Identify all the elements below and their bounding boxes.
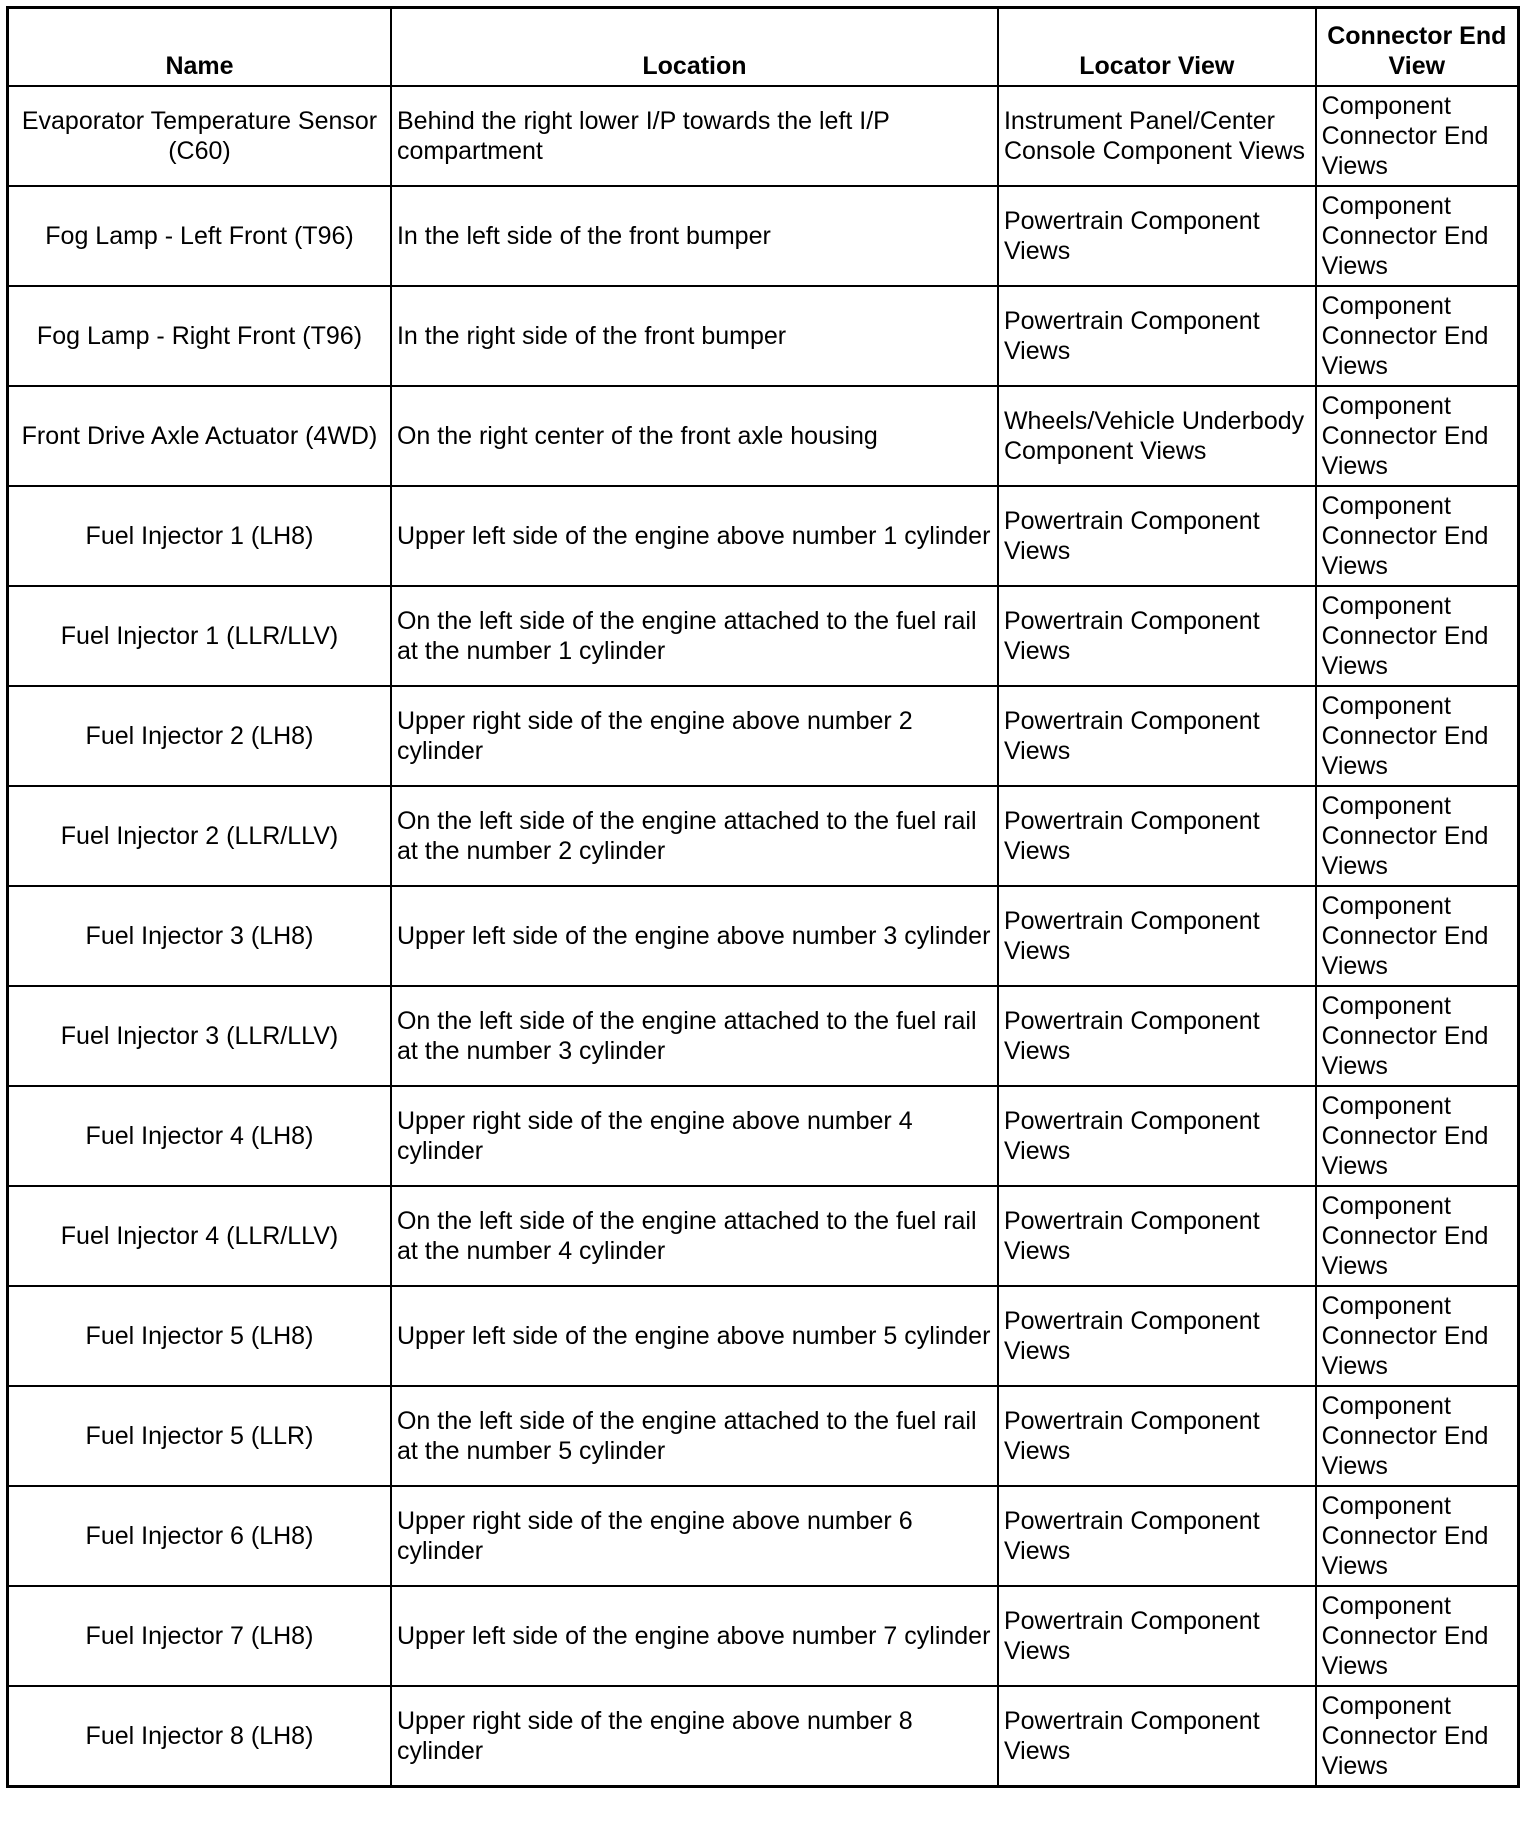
cell-location: Upper left side of the engine above number 7 cylinder [391,1586,998,1686]
cell-name: Front Drive Axle Actuator (4WD) [8,386,391,486]
cell-name: Fuel Injector 4 (LLR/LLV) [8,1186,391,1286]
header-location: Location [391,8,998,87]
header-row [8,8,1519,87]
cell-name: Fuel Injector 6 (LH8) [8,1486,391,1586]
cell-locator-view: Powertrain Component Views [998,786,1316,886]
cell-name: Fuel Injector 8 (LH8) [8,1686,391,1787]
cell-connector-end-view: Component Connector End Views [1316,1586,1519,1686]
cell-locator-view: Powertrain Component Views [998,586,1316,686]
table-row [8,1086,1519,1186]
cell-locator-view: Instrument Panel/Center Console Component Views [998,86,1316,186]
cell-location: Behind the right lower I/P towards the left I/P compartment [391,86,998,186]
header-name: Name [8,8,391,87]
cell-location: On the right center of the front axle housing [391,386,998,486]
cell-locator-view: Powertrain Component Views [998,886,1316,986]
table-row [8,486,1519,586]
cell-name: Fog Lamp - Right Front (T96) [8,286,391,386]
cell-connector-end-view: Component Connector End Views [1316,1186,1519,1286]
cell-connector-end-view: Component Connector End Views [1316,1386,1519,1486]
cell-location: Upper right side of the engine above number 4 cylinder [391,1086,998,1186]
table-row [8,1486,1519,1586]
cell-connector-end-view: Component Connector End Views [1316,486,1519,586]
table-row [8,1286,1519,1386]
cell-locator-view: Powertrain Component Views [998,1686,1316,1787]
header-connector-end-view: Connector End View [1316,8,1519,87]
cell-locator-view: Powertrain Component Views [998,986,1316,1086]
cell-name: Fuel Injector 1 (LLR/LLV) [8,586,391,686]
table-row [8,886,1519,986]
cell-location: In the left side of the front bumper [391,186,998,286]
cell-location: Upper left side of the engine above number 1 cylinder [391,486,998,586]
cell-location: Upper left side of the engine above number 5 cylinder [391,1286,998,1386]
cell-location: On the left side of the engine attached to the fuel rail at the number 3 cylinder [391,986,998,1086]
cell-name: Fuel Injector 2 (LLR/LLV) [8,786,391,886]
cell-connector-end-view: Component Connector End Views [1316,786,1519,886]
cell-location: On the left side of the engine attached to the fuel rail at the number 1 cylinder [391,586,998,686]
cell-location: In the right side of the front bumper [391,286,998,386]
cell-locator-view: Powertrain Component Views [998,286,1316,386]
cell-locator-view: Powertrain Component Views [998,686,1316,786]
table-row [8,186,1519,286]
cell-location: On the left side of the engine attached to the fuel rail at the number 4 cylinder [391,1186,998,1286]
component-locator-table-wrapper [6,6,1520,1788]
cell-name: Fuel Injector 3 (LH8) [8,886,391,986]
cell-name: Fog Lamp - Left Front (T96) [8,186,391,286]
cell-locator-view: Powertrain Component Views [998,1386,1316,1486]
component-locator-table [6,6,1520,1788]
cell-connector-end-view: Component Connector End Views [1316,886,1519,986]
cell-connector-end-view: Component Connector End Views [1316,986,1519,1086]
cell-connector-end-view: Component Connector End Views [1316,586,1519,686]
cell-name: Fuel Injector 3 (LLR/LLV) [8,986,391,1086]
cell-locator-view: Powertrain Component Views [998,486,1316,586]
cell-locator-view: Wheels/Vehicle Underbody Component Views [998,386,1316,486]
cell-connector-end-view: Component Connector End Views [1316,1686,1519,1787]
cell-locator-view: Powertrain Component Views [998,1186,1316,1286]
table-row [8,986,1519,1086]
table-row [8,786,1519,886]
cell-name: Fuel Injector 5 (LH8) [8,1286,391,1386]
cell-location: Upper right side of the engine above number 6 cylinder [391,1486,998,1586]
cell-name: Fuel Injector 1 (LH8) [8,486,391,586]
cell-connector-end-view: Component Connector End Views [1316,286,1519,386]
cell-locator-view: Powertrain Component Views [998,1086,1316,1186]
cell-name: Evaporator Temperature Sensor (C60) [8,86,391,186]
table-row [8,686,1519,786]
cell-connector-end-view: Component Connector End Views [1316,386,1519,486]
cell-name: Fuel Injector 2 (LH8) [8,686,391,786]
header-locator-view: Locator View [998,8,1316,87]
cell-location: On the left side of the engine attached to the fuel rail at the number 5 cylinder [391,1386,998,1486]
table-row [8,386,1519,486]
cell-locator-view: Powertrain Component Views [998,1286,1316,1386]
cell-location: Upper right side of the engine above number 8 cylinder [391,1686,998,1787]
table-row [8,1686,1519,1787]
cell-connector-end-view: Component Connector End Views [1316,1086,1519,1186]
table-row [8,286,1519,386]
cell-location: Upper left side of the engine above number 3 cylinder [391,886,998,986]
cell-location: Upper right side of the engine above number 2 cylinder [391,686,998,786]
cell-name: Fuel Injector 7 (LH8) [8,1586,391,1686]
cell-locator-view: Powertrain Component Views [998,186,1316,286]
cell-connector-end-view: Component Connector End Views [1316,1486,1519,1586]
table-row [8,586,1519,686]
cell-locator-view: Powertrain Component Views [998,1486,1316,1586]
cell-name: Fuel Injector 4 (LH8) [8,1086,391,1186]
cell-locator-view: Powertrain Component Views [998,1586,1316,1686]
cell-connector-end-view: Component Connector End Views [1316,686,1519,786]
cell-location: On the left side of the engine attached to the fuel rail at the number 2 cylinder [391,786,998,886]
table-row [8,1186,1519,1286]
table-row [8,1586,1519,1686]
cell-connector-end-view: Component Connector End Views [1316,1286,1519,1386]
table-row [8,1386,1519,1486]
cell-connector-end-view: Component Connector End Views [1316,86,1519,186]
cell-name: Fuel Injector 5 (LLR) [8,1386,391,1486]
cell-connector-end-view: Component Connector End Views [1316,186,1519,286]
table-row [8,86,1519,186]
